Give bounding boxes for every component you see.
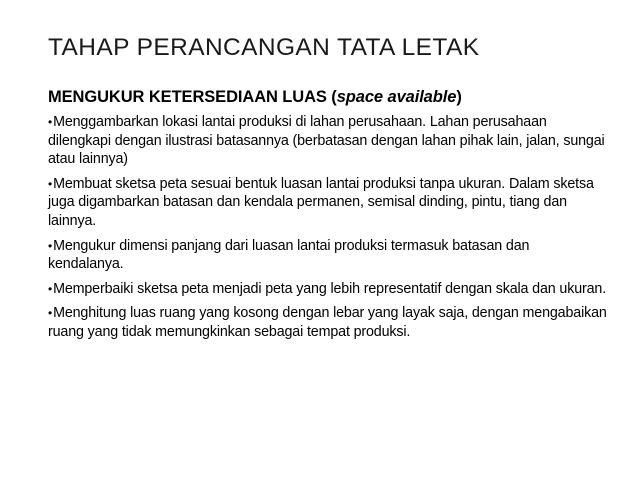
bullet-item: [48, 304, 608, 341]
section-heading: [48, 88, 608, 107]
bullet-text: Mengukur dimensi panjang dari luasan lantai produksi termasuk batasan dan kendalanya.: [48, 237, 530, 273]
bullet-item: [48, 237, 608, 274]
bullet-text: Membuat sketsa peta sesuai bentuk luasan lantai produksi tanpa ukuran. Dalam sketsa juga digambarkan batasan dan kendala permanen, semisal dinding, pintu, tiang dan lainnya.: [48, 175, 594, 229]
section-heading-italic: space available: [336, 88, 457, 106]
bullet-dot: •: [48, 115, 53, 129]
bullet-dot: •: [48, 306, 53, 321]
bullet-text: Menghitung luas ruang yang kosong dengan lebar yang layak saja, dengan mengabaikan ruang yang tidak memungkinkan sebagai tempat produksi.: [48, 305, 607, 340]
bullet-dot: •: [48, 281, 53, 296]
section-heading-main: MENGUKUR KETERSEDIAAN LUAS (: [48, 88, 337, 106]
slide-title: TAHAP PERANCANGAN TATA LETAK: [48, 34, 480, 61]
bullet-list: [48, 113, 608, 342]
bullet-text: Menggambarkan lokasi lantai produksi di lahan perusahaan. Lahan perusahaan dilengkapi dengan ilustrasi batasannya (berbatasan dengan lahan pihak lain, jalan, sungai atau lainnya): [48, 114, 605, 168]
bullet-dot: •: [48, 176, 53, 191]
slide-content: [48, 88, 608, 348]
bullet-item: [48, 175, 608, 231]
bullet-item: [48, 113, 608, 169]
bullet-text: Memperbaiki sketsa peta menjadi peta yang lebih representatif dengan skala dan ukuran.: [53, 280, 607, 297]
section-heading-close: ): [456, 88, 462, 106]
bullet-dot: •: [48, 238, 53, 253]
bullet-item: [48, 280, 608, 299]
